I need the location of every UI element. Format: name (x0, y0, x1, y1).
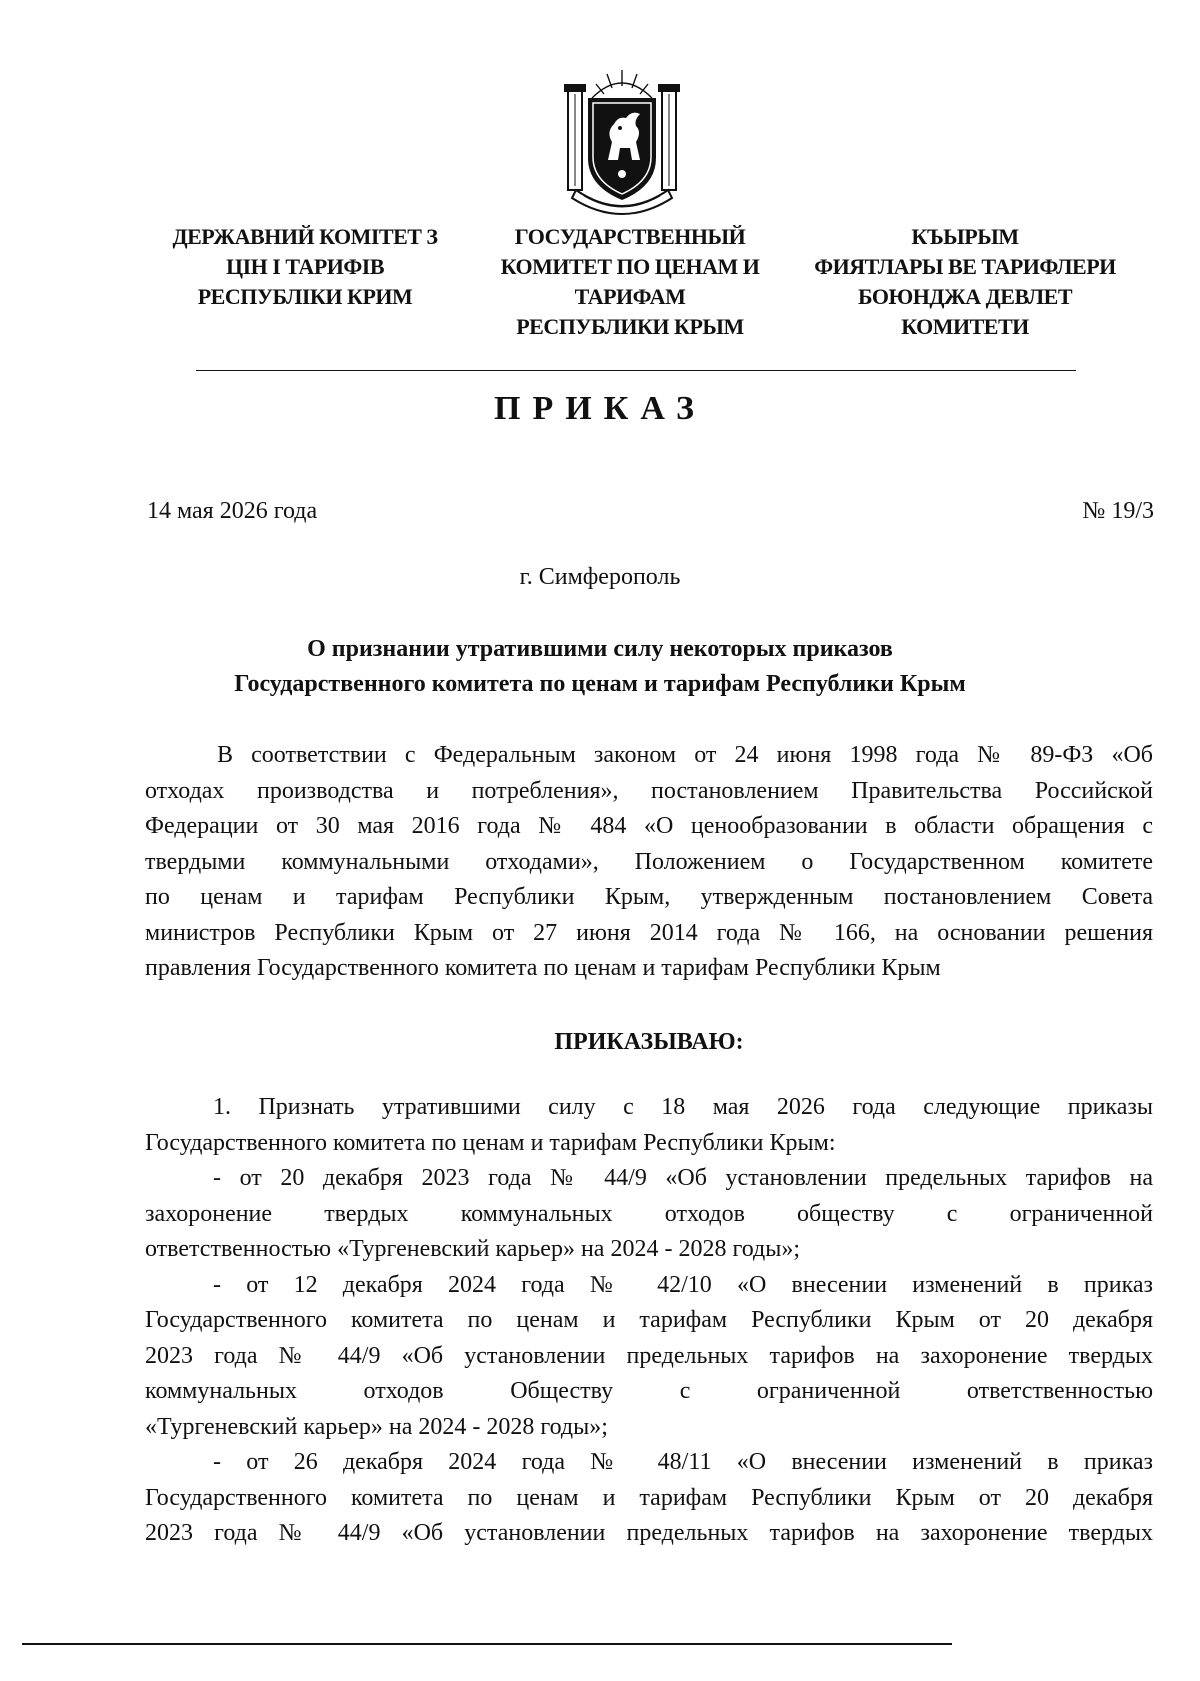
header-line: ФИЯТЛАРЫ ВЕ ТАРИФЛЕРИ (814, 254, 1116, 279)
document-city: г. Симферополь (519, 564, 681, 590)
document-title: ПРИКАЗ (494, 390, 706, 427)
text-line: 2023 года № 44/9 «Об установлении предельных тарифов на захоронение твердых (145, 1342, 1153, 1369)
document-body (145, 738, 1153, 1552)
header-line: ГОСУДАРСТВЕННЫЙ (514, 224, 746, 249)
text-line: 2023 года № 44/9 «Об установлении предельных тарифов на захоронение твердых (145, 1520, 1153, 1546)
subject-line: О признании утратившими силу некоторых приказов (307, 636, 893, 662)
sub-item-1 (145, 1161, 1153, 1268)
text-line: Государственного комитета по ценам и тарифам Республики Крым от 20 декабря (145, 1307, 1153, 1333)
header-line: РЕСПУБЛИКИ КРЫМ (516, 314, 744, 339)
text-line: твердыми коммунальными отходами», Положением о Государственном комитете (145, 848, 1153, 875)
preamble-paragraph (145, 738, 1153, 987)
text-line: отходах производства и потребления», постановлением Правительства Российской (145, 777, 1153, 804)
header-line: КОМИТЕТ ПО ЦЕНАМ И (500, 254, 760, 279)
text-line: - от 26 декабря 2024 года № 48/11 «О внесении изменений в приказ (213, 1449, 1153, 1475)
text-line: - от 20 декабря 2023 года № 44/9 «Об установлении предельных тарифов на (213, 1165, 1153, 1191)
text-line: Государственного комитета по ценам и тарифам Республики Крым от 20 декабря (145, 1484, 1153, 1511)
text-line: В соответствии с Федеральным законом от 24 июня 1998 года № 89-ФЗ «Об (217, 742, 1153, 768)
item-1-paragraph (145, 1090, 1153, 1161)
sub-item-3 (145, 1445, 1153, 1552)
header-line: ДЕРЖАВНИЙ КОМІТЕТ З (172, 224, 438, 249)
text-line: - от 12 декабря 2024 года № 42/10 «О внесении изменений в приказ (213, 1271, 1153, 1298)
header-crimean-tatar (800, 222, 1130, 342)
text-line: по ценам и тарифам Республики Крым, утвержденным постановлением Совета (145, 884, 1153, 910)
document-subject (0, 632, 1200, 702)
text-line: захоронение твердых коммунальных отходов обществу с ограниченной (145, 1200, 1153, 1227)
document-number: № 19/3 (1082, 498, 1154, 524)
sub-item-2 (145, 1268, 1153, 1446)
header-line: РЕСПУБЛІКИ КРИМ (197, 284, 413, 309)
text-line: Государственного комитета по ценам и тарифам Республики Крым: (145, 1129, 836, 1156)
document-date: 14 мая 2026 года (147, 498, 318, 524)
header-line: ЦІН І ТАРИФІВ (226, 254, 384, 279)
text-line: коммунальных отходов Обществу с ограниченной ответственностью (145, 1378, 1153, 1404)
header-line: ТАРИФАМ (574, 284, 686, 309)
text-line: министров Республики Крым от 27 июня 2014 года № 166, на основании решения (145, 919, 1153, 946)
text-line: «Тургеневский карьер» на 2024 - 2028 годы»; (145, 1413, 608, 1440)
text-line: правления Государственного комитета по ценам и тарифам Республики Крым (145, 955, 941, 981)
text-line: ответственностью «Тургеневский карьер» на 2024 - 2028 годы»; (145, 1236, 801, 1262)
header-line: БОЮНДЖА ДЕВЛЕТ (857, 284, 1073, 309)
header-line: КОМИТЕТИ (901, 314, 1029, 339)
footer-divider (22, 1643, 952, 1645)
header-russian (480, 222, 780, 342)
text-line: Федерации от 30 мая 2016 года № 484 «О ценообразовании в области обращения с (145, 813, 1153, 839)
header-ukrainian (155, 222, 455, 312)
coat-of-arms-emblem (560, 62, 684, 222)
text-line: 1. Признать утратившими силу с 18 мая 2026 года следующие приказы (213, 1094, 1153, 1120)
subject-line: Государственного комитета по ценам и тарифам Республики Крым (234, 671, 966, 697)
header-line: КЪЫРЫМ (911, 224, 1019, 249)
header-divider (196, 370, 1076, 371)
order-heading: ПРИКАЗЫВАЮ: (554, 1028, 744, 1055)
